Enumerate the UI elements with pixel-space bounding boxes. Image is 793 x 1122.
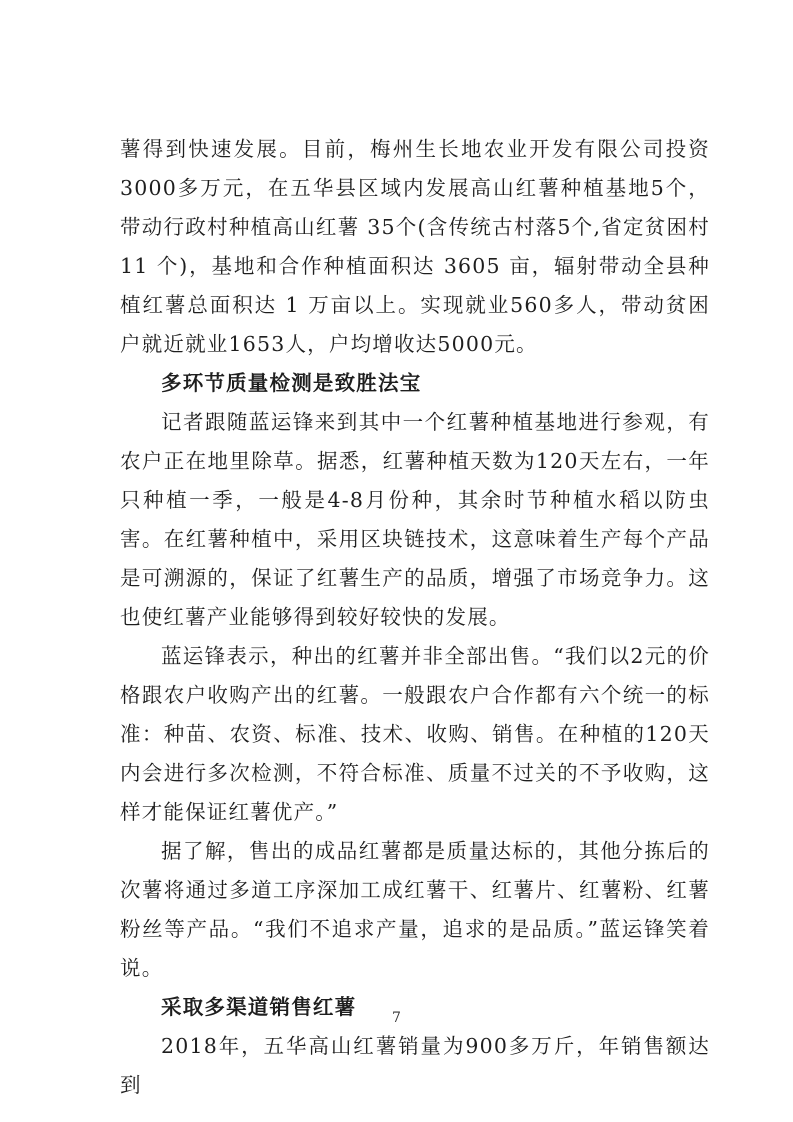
paragraph-development-summary: 薯得到快速发展。目前，梅州生长地农业开发有限公司投资3000多万元，在五华县区域内发展高山红薯种植基地5个，带动行政村种植高山红薯 35个(含传统古村落5个,省定贫困村11 个)，基地和合作种植面积达 3605 亩，辐射带动全县种植红薯总面积达 1 万亩以上。实现就业560多人，带动贫困户就近就业1653人，户均增收达5000元。 <box>120 137 710 356</box>
document-body <box>120 130 710 1105</box>
section-heading-sales-channels: 采取多渠道销售红薯 <box>161 995 357 1019</box>
paragraph-sales-volume: 2018年，五华高山红薯销量为900多万斤，年销售额达到 <box>120 1034 710 1097</box>
paragraph-purchase-standards: 蓝运锋表示，种出的红薯并非全部出售。“我们以2元的价格跟农户收购产出的红薯。一般跟农户合作都有六个统一的标准：种苗、农资、标准、技术、收购、销售。在种植的120天内会进行多次检测，不符合标准、质量不过关的不予收购，这样才能保证红薯优产。” <box>120 644 710 824</box>
page-number: 7 <box>392 1010 401 1026</box>
paragraph-deep-processing: 据了解，售出的成品红薯都是质量达标的，其他分拣后的次薯将通过多道工序深加工成红薯干、红薯片、红薯粉、红薯粉丝等产品。“我们不追求产量，追求的是品质。”蓝运锋笑着说。 <box>120 839 710 980</box>
section-heading-quality-testing: 多环节质量检测是致胜法宝 <box>161 371 422 395</box>
paragraph-planting-base-visit: 记者跟随蓝运锋来到其中一个红薯种植基地进行参观，有农户正在地里除草。据悉，红薯种植天数为120天左右，一年只种植一季，一般是4-8月份种，其余时节种植水稻以防虫害。在红薯种植中，采用区块链技术，这意味着生产每个产品是可溯源的，保证了红薯生产的品质，增强了市场竞争力。这也使红薯产业能够得到较好较快的发展。 <box>120 410 710 629</box>
